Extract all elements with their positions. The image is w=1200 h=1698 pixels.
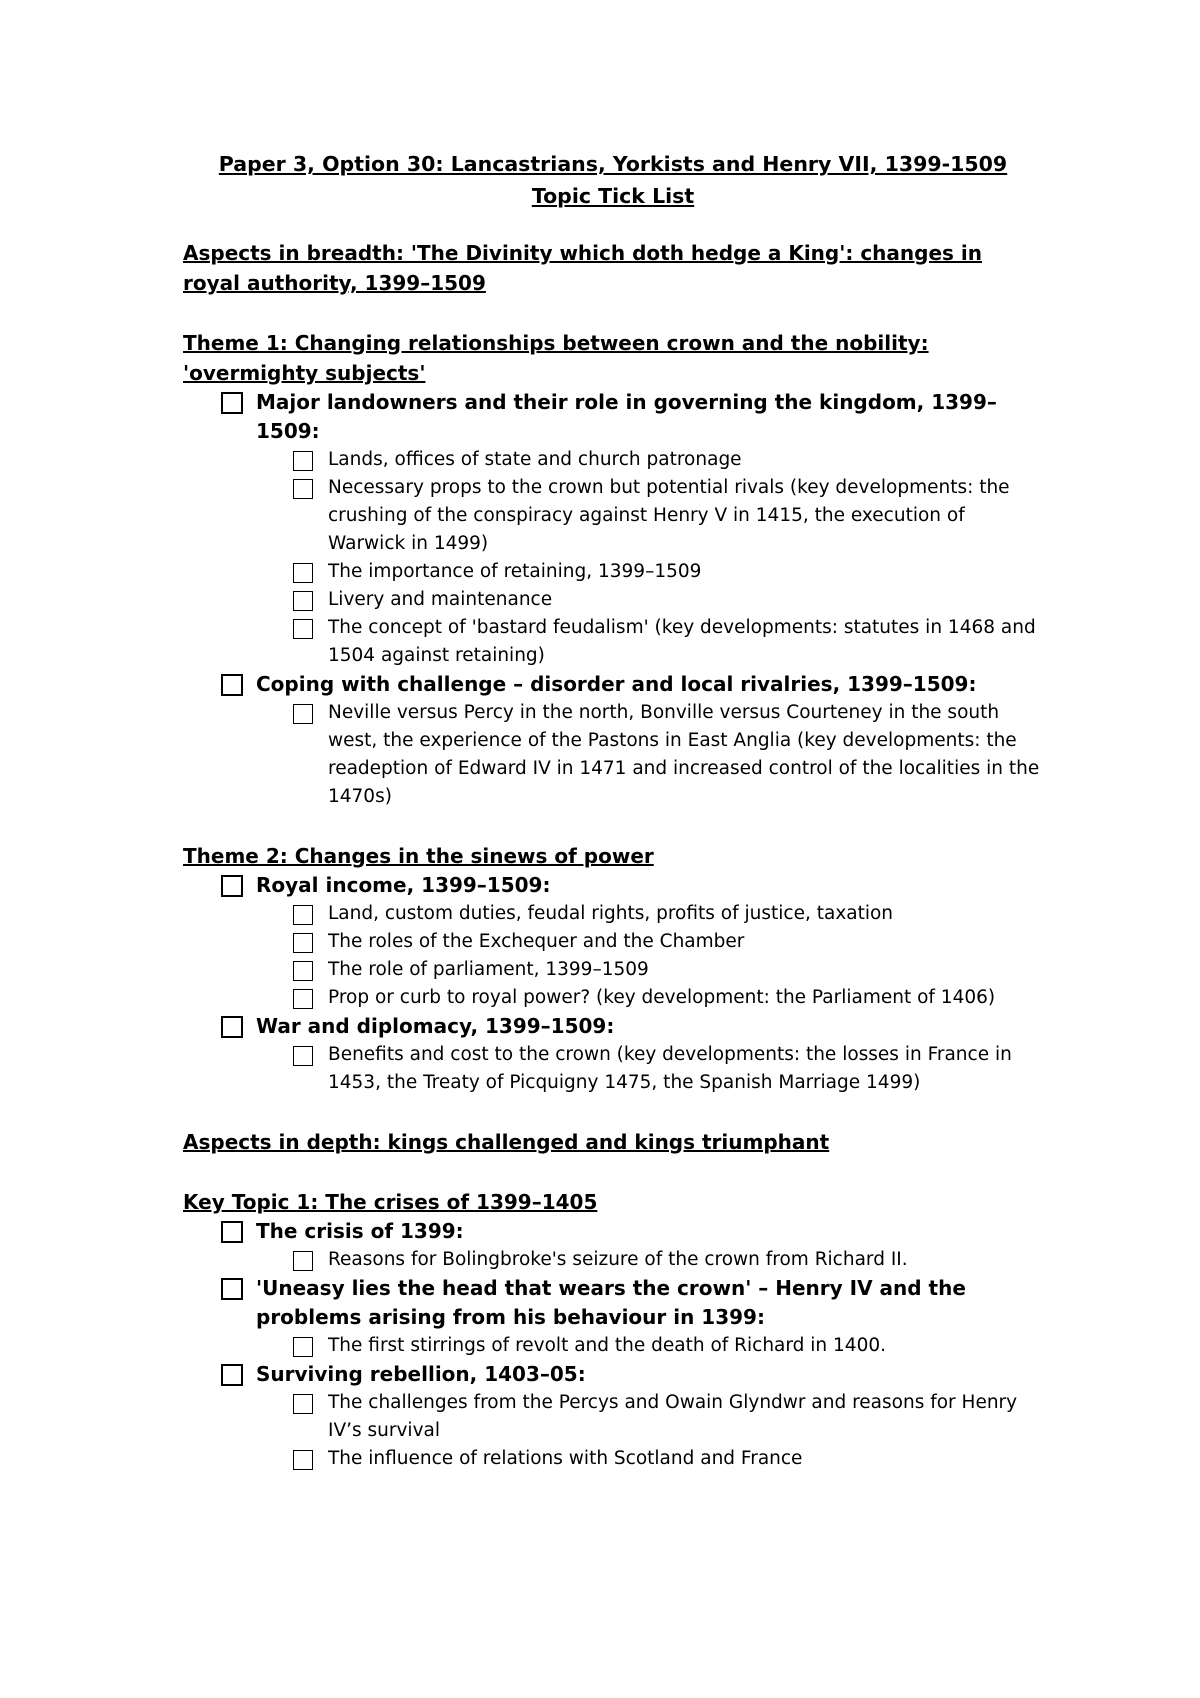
subtopic-item <box>183 928 1043 956</box>
checkbox[interactable] <box>221 1278 243 1300</box>
topic-label: 'Uneasy lies the head that wears the crown' – Henry IV and the problems arising from his behaviour in 1399: <box>256 1276 966 1329</box>
subtopic-label: Reasons for Bolingbroke's seizure of the crown from Richard II. <box>328 1249 908 1270</box>
checkbox[interactable] <box>293 619 313 639</box>
checkbox[interactable] <box>293 704 313 724</box>
subtopic-label: The first stirrings of revolt and the death of Richard in 1400. <box>328 1335 886 1356</box>
checkbox[interactable] <box>293 591 313 611</box>
checkbox[interactable] <box>221 875 243 897</box>
document-body <box>183 148 1043 1473</box>
subtopic-item <box>183 614 1043 670</box>
subtopic-item <box>183 558 1043 586</box>
checkbox[interactable] <box>293 905 313 925</box>
topic-item <box>183 670 1043 699</box>
topic-label: Coping with challenge – disorder and local rivalries, 1399–1509: <box>256 672 977 696</box>
checkbox[interactable] <box>293 933 313 953</box>
checkbox[interactable] <box>293 479 313 499</box>
checkbox[interactable] <box>293 961 313 981</box>
topic-label: Major landowners and their role in governing the kingdom, 1399–1509: <box>256 390 997 443</box>
subtopic-item <box>183 446 1043 474</box>
checkbox[interactable] <box>221 392 243 414</box>
breadth-heading: Aspects in breadth: 'The Divinity which doth hedge a King': changes in royal authority, 1399–1509 <box>183 241 982 295</box>
checkbox[interactable] <box>221 674 243 696</box>
checkbox[interactable] <box>221 1364 243 1386</box>
topic-item <box>183 1012 1043 1041</box>
topic-item <box>183 871 1043 900</box>
checkbox[interactable] <box>293 451 313 471</box>
subtopic-label: Necessary props to the crown but potential rivals (key developments: the crushing of the conspiracy against Henry V in 1415, the execution of Warwick in 1499) <box>328 477 1010 554</box>
subtopic-label: Benefits and cost to the crown (key developments: the losses in France in 1453, the Treaty of Picquigny 1475, the Spanish Marriage 1499) <box>328 1044 1012 1093</box>
subtopic-label: Livery and maintenance <box>328 589 553 610</box>
subtopic-label: The concept of 'bastard feudalism' (key developments: statutes in 1468 and 1504 against retaining) <box>328 617 1036 666</box>
checkbox[interactable] <box>293 1450 313 1470</box>
subtopic-item <box>183 1445 1043 1473</box>
key-topic-1-heading: Key Topic 1: The crises of 1399–1405 <box>183 1190 598 1214</box>
topic-item <box>183 1360 1043 1389</box>
subtopic-item <box>183 699 1043 811</box>
subtopic-label: Land, custom duties, feudal rights, profits of justice, taxation <box>328 903 894 924</box>
subtopic-label: The challenges from the Percys and Owain Glyndwr and reasons for Henry IV’s survival <box>328 1392 1018 1441</box>
subtopic-label: The role of parliament, 1399–1509 <box>328 959 649 980</box>
subtopic-label: Lands, offices of state and church patronage <box>328 449 742 470</box>
checkbox[interactable] <box>293 1251 313 1271</box>
subtopic-label: The importance of retaining, 1399–1509 <box>328 561 702 582</box>
title-line-1: Paper 3, Option 30: Lancastrians, Yorkists and Henry VII, 1399-1509 <box>218 152 1008 176</box>
subtopic-item <box>183 956 1043 984</box>
subtopic-label: The roles of the Exchequer and the Chamber <box>328 931 745 952</box>
topic-label: Surviving rebellion, 1403–05: <box>256 1362 586 1386</box>
subtopic-item <box>183 1332 1043 1360</box>
checkbox[interactable] <box>293 563 313 583</box>
checkbox[interactable] <box>293 1394 313 1414</box>
checkbox[interactable] <box>221 1016 243 1038</box>
title-line-2: Topic Tick List <box>531 184 695 208</box>
depth-heading: Aspects in depth: kings challenged and kings triumphant <box>183 1130 830 1154</box>
checkbox[interactable] <box>293 1337 313 1357</box>
subtopic-item <box>183 586 1043 614</box>
subtopic-item <box>183 1389 1043 1445</box>
topic-label: The crisis of 1399: <box>256 1219 464 1243</box>
page-title <box>183 148 1043 212</box>
subtopic-label: The influence of relations with Scotland and France <box>328 1448 803 1469</box>
topic-item <box>183 1274 1043 1332</box>
topic-label: War and diplomacy, 1399–1509: <box>256 1014 615 1038</box>
theme-1-heading: Theme 1: Changing relationships between crown and the nobility: 'overmighty subjects' <box>183 331 929 385</box>
subtopic-item <box>183 900 1043 928</box>
theme-2-heading: Theme 2: Changes in the sinews of power <box>183 844 654 868</box>
topic-item <box>183 388 1043 446</box>
subtopic-item <box>183 1041 1043 1097</box>
subtopic-item <box>183 1246 1043 1274</box>
subtopic-label: Prop or curb to royal power? (key development: the Parliament of 1406) <box>328 987 996 1008</box>
topic-item <box>183 1217 1043 1246</box>
subtopic-item <box>183 474 1043 558</box>
subtopic-label: Neville versus Percy in the north, Bonville versus Courteney in the south west, the experience of the Pastons in East Anglia (key developments: the readeption of Edward IV in 1471 and increased control of the localities in the 1470s) <box>328 702 1040 807</box>
checkbox[interactable] <box>293 989 313 1009</box>
checkbox[interactable] <box>293 1046 313 1066</box>
checkbox[interactable] <box>221 1221 243 1243</box>
topic-label: Royal income, 1399–1509: <box>256 873 551 897</box>
subtopic-item <box>183 984 1043 1012</box>
